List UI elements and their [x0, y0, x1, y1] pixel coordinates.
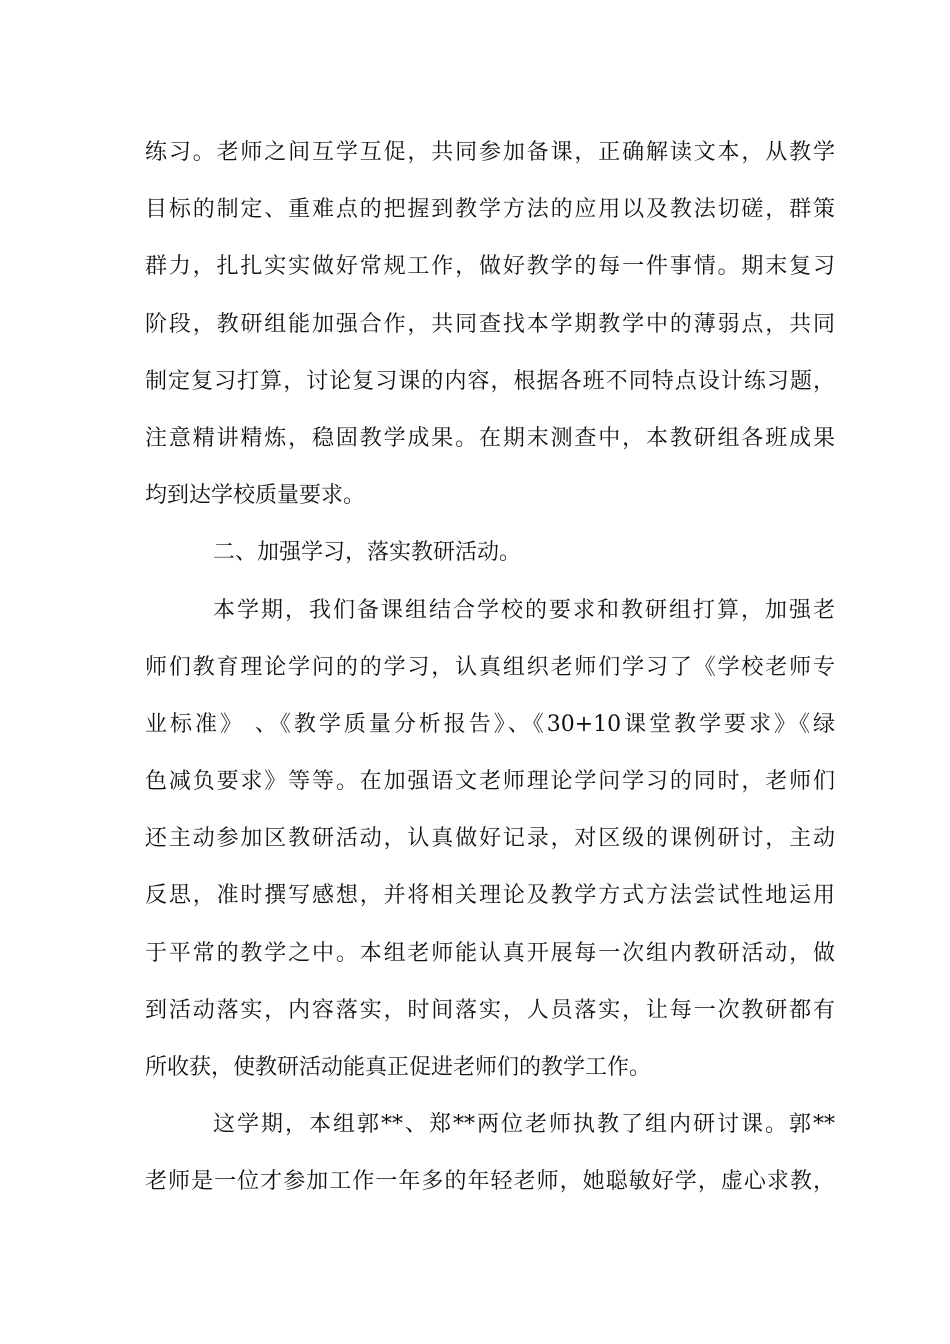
paragraph-line: 老师是一位才参加工作一年多的年轻老师，她聪敏好学，虚心求教， — [145, 1169, 835, 1195]
paragraph-line: 目标的制定、重难点的把握到教学方法的应用以及教法切磋，群策 — [145, 197, 835, 223]
paragraph-line: 还主动参加区教研活动，认真做好记录，对区级的课例研讨，主动 — [145, 826, 835, 852]
paragraph-line: 反思，准时撰写感想，并将相关理论及教学方式方法尝试性地运用 — [145, 883, 835, 909]
paragraph-line: 这学期，本组郭**、郑**两位老师执教了组内研讨课。郭** — [213, 1112, 835, 1138]
paragraph-line: 制定复习打算，讨论复习课的内容，根据各班不同特点设计练习题， — [145, 368, 835, 394]
paragraph-line: 均到达学校质量要求。 — [145, 483, 366, 509]
paragraph-line: 练习。老师之间互学互促，共同参加备课，正确解读文本，从教学 — [145, 140, 835, 165]
paragraph-line: 阶段，教研组能加强合作，共同查找本学期教学中的薄弱点，共同 — [145, 311, 835, 337]
paragraph-line: 师们教育理论学问的的学习，认真组织老师们学习了《学校老师专 — [145, 654, 835, 680]
paragraph-line: 所收获，使教研活动能真正促进老师们的教学工作。 — [145, 1055, 652, 1080]
paragraph-line: 本学期，我们备课组结合学校的要求和教研组打算，加强老 — [213, 597, 835, 623]
paragraph-line: 业标准》 、《教学质量分析报告》、《30+10课堂教学要求》《绿 — [145, 711, 835, 737]
paragraph-line: 到活动落实，内容落实，时间落实，人员落实，让每一次教研都有 — [145, 997, 835, 1023]
paragraph-line: 于平常的教学之中。本组老师能认真开展每一次组内教研活动，做 — [145, 940, 835, 966]
paragraph-line: 群力，扎扎实实做好常规工作，做好教学的每一件事情。期末复习 — [145, 254, 835, 280]
paragraph-line: 注意精讲精炼，稳固教学成果。在期末测查中，本教研组各班成果 — [145, 425, 835, 451]
body-text — [145, 124, 835, 1211]
section-heading: 二、加强学习，落实教研活动。 — [213, 540, 522, 566]
paragraph-line: 色减负要求》等等。在加强语文老师理论学问学习的同时，老师们 — [145, 769, 835, 795]
